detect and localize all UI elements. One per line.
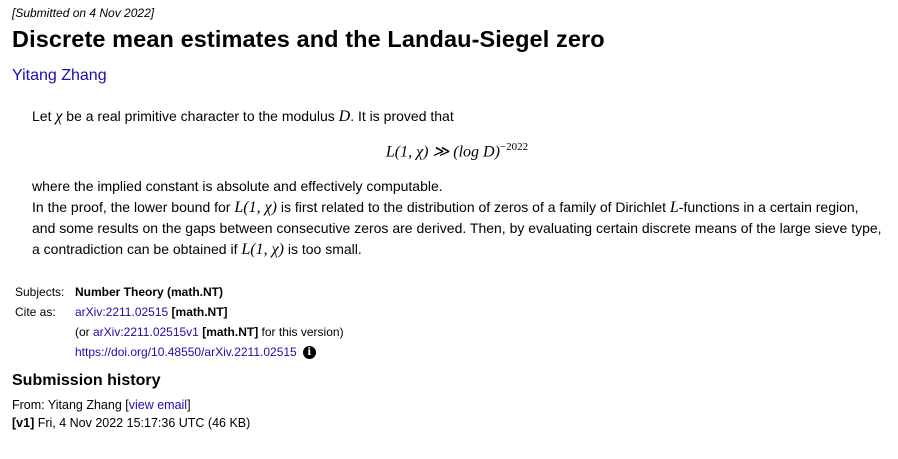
subjects-label: Subjects:: [15, 285, 65, 299]
math-L1chi: L(1, χ): [241, 241, 284, 259]
math-D: D: [338, 108, 351, 125]
abstract-text: -functions in a certain region, and some results on the gaps between consecutive zeros are derived. Then, by evaluating certain discrete means of the large sieve type, a contradiction can be obtained if: [32, 199, 882, 258]
author-link[interactable]: Yitang Zhang: [12, 67, 107, 84]
math-L: L: [669, 199, 679, 217]
submission-history-heading: Submission history: [12, 372, 161, 389]
view-email-link[interactable]: view email: [128, 398, 188, 412]
metadata-table: [15, 282, 344, 362]
math-L1chi: L(1, χ): [234, 199, 277, 217]
paper-title: Discrete mean estimates and the Landau-Siegel zero: [12, 26, 605, 52]
display-equation: [32, 137, 882, 162]
history-from: [12, 396, 250, 414]
alt-prefix: (or: [75, 325, 93, 339]
version-label: [v1]: [12, 416, 35, 430]
abstract-text: In the proof, the lower bound for: [32, 199, 235, 216]
history-from-text: From: Yitang Zhang [: [12, 398, 129, 412]
abstract: [32, 106, 882, 260]
abstract-body: [32, 197, 882, 260]
submission-dateline: [Submitted on 4 Nov 2022]: [12, 6, 155, 20]
equation-exponent: −2022: [499, 141, 529, 153]
alt-suffix: for this version): [258, 325, 344, 339]
cite-row: [15, 302, 344, 322]
abstract-intro: [32, 106, 882, 127]
cite-value: [75, 302, 228, 322]
abstract-text: Let: [32, 108, 56, 124]
abstract-text: . It is proved that: [350, 108, 454, 124]
cite-tag: [math.NT]: [171, 305, 228, 319]
info-icon[interactable]: i: [303, 346, 316, 359]
submission-history: [12, 396, 250, 432]
meta-spacer: [15, 342, 75, 362]
doi-value: [75, 342, 316, 362]
doi-link[interactable]: https://doi.org/10.48550/arXiv.2211.02515: [75, 345, 297, 359]
abstract-text: is first related to the distribution of zeros of a family of Dirichlet: [276, 199, 670, 216]
alt-cite-value: [75, 322, 344, 342]
history-version: [12, 414, 250, 432]
alt-cite-tag: [math.NT]: [202, 325, 259, 339]
abstract-text: is too small.: [283, 241, 362, 258]
abstract-text: where the implied constant is absolute and effectively computable.: [32, 178, 443, 195]
subjects-value: Number Theory (math.NT): [75, 285, 224, 299]
history-from-suffix: ]: [187, 398, 191, 412]
cite-link[interactable]: arXiv:2211.02515: [75, 305, 169, 319]
meta-spacer: [15, 322, 75, 342]
subjects-row: [15, 282, 344, 302]
alt-cite-row: [15, 322, 344, 342]
alt-cite-link[interactable]: arXiv:2211.02515v1: [93, 325, 199, 339]
abstract-text: be a real primitive character to the modulus: [62, 108, 339, 124]
version-detail: Fri, 4 Nov 2022 15:17:36 UTC (46 KB): [34, 416, 251, 430]
math-chi: χ: [55, 108, 63, 125]
cite-label: Cite as:: [15, 305, 56, 319]
equation-body: L(1, χ) ≫ (log D): [385, 143, 500, 161]
doi-row: [15, 342, 344, 362]
